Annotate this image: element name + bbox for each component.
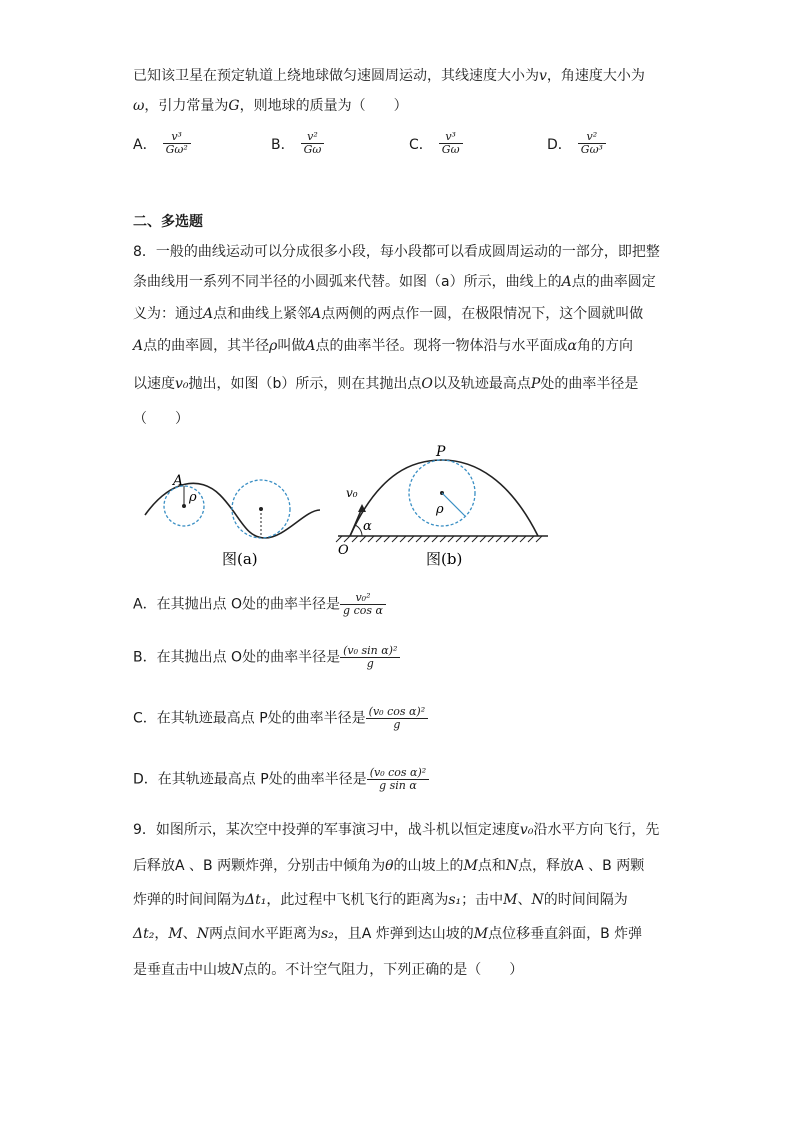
var-M: M xyxy=(503,892,518,908)
var-dt1: Δt₁ xyxy=(245,892,267,908)
denominator: Gω xyxy=(303,143,322,156)
q7-text-2b: ，则地球的质量为（ ） xyxy=(239,98,408,114)
q9-text: 9．如图所示，某次空中投弹的军事演习中，战斗机以恒定速度 xyxy=(133,822,520,838)
q9-line-1 xyxy=(133,820,659,840)
option-label: C． xyxy=(409,136,433,153)
denominator: g xyxy=(393,718,401,731)
q9-text: 两点间水平距离为 xyxy=(208,926,321,942)
q9-line-4 xyxy=(133,924,642,944)
q8-line-3 xyxy=(133,304,643,324)
numerator: (v₀ cos α)² xyxy=(366,706,428,719)
fraction xyxy=(439,131,463,156)
var-N: N xyxy=(231,962,244,978)
q9-text: 的时间间隔为 xyxy=(543,892,628,908)
var-s2: s₂ xyxy=(320,926,334,942)
fraction xyxy=(578,131,606,156)
angle-arc xyxy=(355,525,362,536)
q8-line-4 xyxy=(133,336,633,356)
q8-text: 义为：通过 xyxy=(133,306,203,322)
var-theta: θ xyxy=(385,858,394,874)
var-G: G xyxy=(228,98,240,114)
q7-option-b[interactable] xyxy=(271,131,324,156)
q9-text: 沿水平方向飞行，先 xyxy=(533,822,660,838)
var-dt2: Δt₂ xyxy=(133,926,155,942)
q9-text: 炸弹的时间间隔为 xyxy=(133,892,245,908)
var-M: M xyxy=(463,858,478,874)
label-alpha: α xyxy=(363,519,372,534)
q8-text: 8．一般的曲线运动可以分成很多小段，每小段都可以看成圆周运动的一部分，即把整 xyxy=(133,244,660,260)
numerator: (v₀ sin α)² xyxy=(340,645,400,658)
denominator: Gω xyxy=(441,143,460,156)
option-text: C．在其轨迹最高点 P处的曲率半径是 xyxy=(133,710,366,727)
numerator: v³ xyxy=(439,131,463,144)
q9-text: 点，释放A 、B 两颗 xyxy=(518,858,645,874)
var-rho: ρ xyxy=(269,338,278,354)
caption-a: 图(a) xyxy=(222,550,258,568)
q8-text: 点两侧的两点作一圆，在极限情况下，这个圆就叫做 xyxy=(321,306,644,322)
q8-text: 叫做 xyxy=(277,338,306,354)
denominator: Gω² xyxy=(165,143,188,156)
option-label: A． xyxy=(133,136,157,153)
q7-line-1 xyxy=(133,66,645,86)
numerator: v³ xyxy=(163,131,191,144)
q8-text: （ ） xyxy=(133,411,189,427)
figure-curvature xyxy=(130,440,560,575)
q8-line-5 xyxy=(133,374,638,394)
q8-line-6 xyxy=(133,409,189,429)
var-N: N xyxy=(531,892,544,908)
var-A: A xyxy=(133,338,144,354)
var-v0: v₀ xyxy=(175,376,189,392)
q9-text: 点的。不计空气阻力，下列正确的是（ ） xyxy=(243,962,524,978)
var-M: M xyxy=(473,926,489,942)
q9-text: ， xyxy=(154,926,169,942)
label-v0: v₀ xyxy=(346,486,358,500)
fraction xyxy=(163,131,191,156)
q8-text: 点的曲率圆定 xyxy=(571,274,656,290)
caption-b: 图(b) xyxy=(426,550,463,568)
option-label: B． xyxy=(271,136,295,153)
option-label: D． xyxy=(547,136,572,153)
q7-text-1b: ，角速度大小为 xyxy=(546,68,645,84)
ground-hatch xyxy=(336,536,542,542)
var-A: A xyxy=(305,338,316,354)
fraction xyxy=(340,592,386,617)
var-A: A xyxy=(203,306,214,322)
option-text: A．在其抛出点 O处的曲率半径是 xyxy=(133,596,341,613)
option-text: D．在其轨迹最高点 P处的曲率半径是 xyxy=(133,771,367,788)
q9-text: ，此过程中飞机飞行的距离为 xyxy=(266,892,449,908)
fraction xyxy=(367,767,429,792)
trajectory xyxy=(350,460,538,536)
denominator: g cos α xyxy=(343,604,383,617)
q9-text: 点位移垂直斜面，B 炸弹 xyxy=(488,926,643,942)
q8-text: 角的方向 xyxy=(576,338,633,354)
q8-text: 条曲线用一系列不同半径的小圆弧来代替。如图（a）所示，曲线上的 xyxy=(133,274,562,290)
var-A: A xyxy=(561,274,572,290)
q7-line-2 xyxy=(133,96,408,116)
q9-line-3 xyxy=(133,890,628,910)
var-N: N xyxy=(196,926,209,942)
q8-text: 点的曲率半径。现将一物体沿与水平面成 xyxy=(315,338,568,354)
var-omega: ω xyxy=(133,98,145,114)
q8-text: 点和曲线上紧邻 xyxy=(213,306,312,322)
q7-option-d[interactable] xyxy=(547,131,606,156)
wavy-curve xyxy=(145,483,320,538)
q8-option-c[interactable] xyxy=(133,706,428,731)
q7-text-2: ，引力常量为 xyxy=(144,98,229,114)
numerator: v² xyxy=(578,131,606,144)
q8-option-d[interactable] xyxy=(133,767,429,792)
var-O: O xyxy=(421,376,433,392)
numerator: (v₀ cos α)² xyxy=(367,767,429,780)
var-A: A xyxy=(311,306,322,322)
q7-option-c[interactable] xyxy=(409,131,463,156)
label-P: P xyxy=(436,444,446,460)
q9-text: 、 xyxy=(182,926,197,942)
var-P: P xyxy=(530,376,541,392)
label-rho-b: ρ xyxy=(436,502,444,517)
denominator: Gω³ xyxy=(580,143,603,156)
var-N: N xyxy=(505,858,519,874)
var-v: v xyxy=(539,68,547,84)
var-M: M xyxy=(168,926,183,942)
q9-text: 是垂直击中山坡 xyxy=(133,962,231,978)
denominator: g xyxy=(366,657,374,670)
label-O: O xyxy=(338,543,349,558)
q8-text: 点的曲率圆，其半径 xyxy=(143,338,270,354)
denominator: g sin α xyxy=(379,779,417,792)
label-A: A xyxy=(173,473,184,489)
q7-option-a[interactable] xyxy=(133,131,191,156)
radius-line xyxy=(442,493,465,516)
section-title: 二、多选题 xyxy=(133,214,203,230)
q9-text: 、 xyxy=(517,892,532,908)
velocity-arrow xyxy=(350,508,362,536)
label-rho-a: ρ xyxy=(189,490,197,505)
q8-option-b[interactable] xyxy=(133,645,400,670)
fraction xyxy=(340,645,400,670)
q9-text: 点和 xyxy=(477,858,506,874)
fraction xyxy=(366,706,428,731)
q8-option-a[interactable] xyxy=(133,592,386,617)
var-s1: s₁ xyxy=(448,892,462,908)
q8-line-2 xyxy=(133,272,656,292)
q9-text: ；击中 xyxy=(461,892,504,908)
q9-text: 的山坡上的 xyxy=(393,858,464,874)
q9-line-5 xyxy=(133,960,523,980)
var-v0: v₀ xyxy=(519,822,534,838)
numerator: v² xyxy=(301,131,325,144)
q8-text: 抛出，如图（b）所示，则在其抛出点 xyxy=(188,376,422,392)
fraction xyxy=(301,131,325,156)
q9-text: ，且A 炸弹到达山坡的 xyxy=(333,926,474,942)
numerator: v₀² xyxy=(340,592,386,605)
q8-text: 以及轨迹最高点 xyxy=(432,376,531,392)
q8-text: 以速度 xyxy=(133,376,175,392)
var-alpha: α xyxy=(567,338,577,354)
q8-line-1 xyxy=(133,242,660,262)
q8-text: 处的曲率半径是 xyxy=(540,376,639,392)
option-text: B．在其抛出点 O处的曲率半径是 xyxy=(133,649,341,666)
q9-line-2 xyxy=(133,856,644,876)
q7-text-1: 已知该卫星在预定轨道上绕地球做匀速圆周运动，其线速度大小为 xyxy=(133,68,539,84)
q9-text: 后释放A 、B 两颗炸弹，分别击中倾角为 xyxy=(133,858,386,874)
